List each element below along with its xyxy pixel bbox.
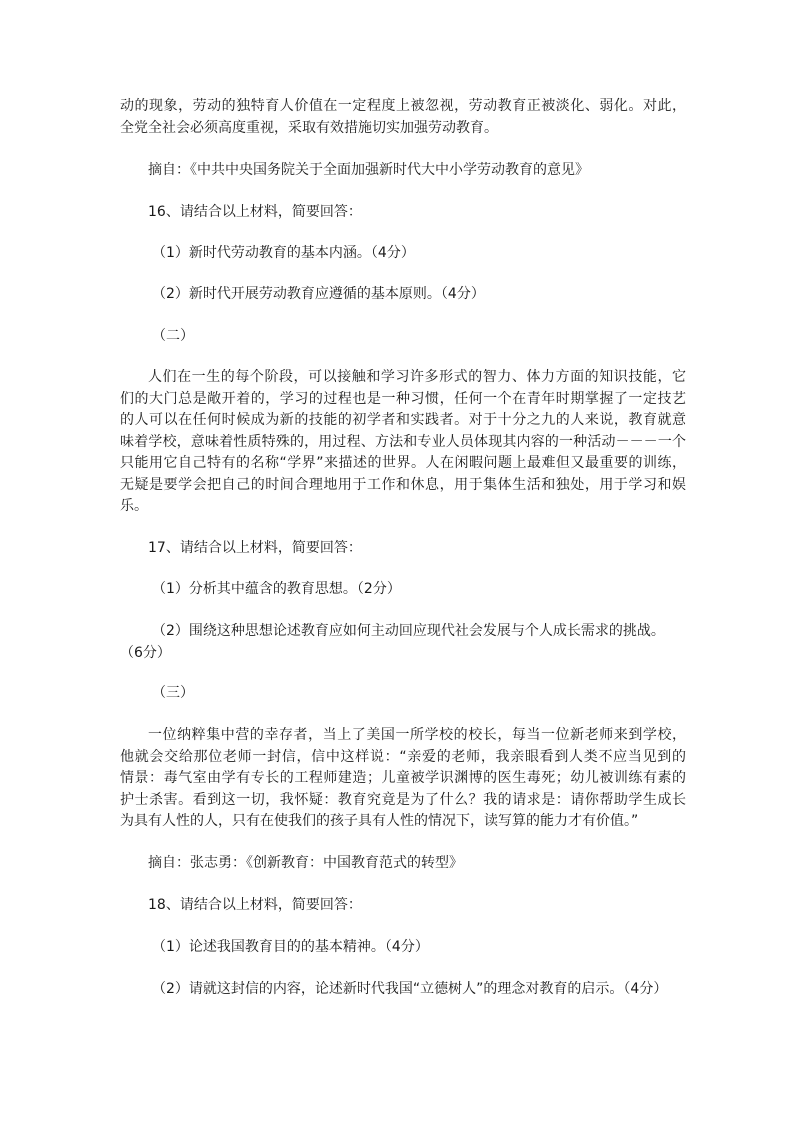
text-line: 全党全社会必须高度重视，采取有效措施切实加强劳动教育。: [120, 119, 498, 136]
text-line: 为具有人性的人，只有在使我们的孩子具有人性的情况下，读写算的能力才有价值。”: [120, 813, 639, 829]
question-17-sub-2: [120, 621, 686, 664]
material-3: [120, 725, 686, 833]
text-line: 护士杀害。看到这一切，我怀疑：教育究竟是为了什么？我的请求是：请你帮助学生成长: [120, 791, 686, 808]
text-line: （6分）: [120, 644, 171, 661]
text-line: 人们在一生的每个阶段，可以接触和学习许多形式的智力、体力方面的知识技能，它: [148, 369, 686, 385]
material-2: [120, 367, 686, 518]
question-18-stem: 18、请结合以上材料，简要回答：: [148, 897, 362, 913]
section-3-heading: （三）: [152, 685, 194, 701]
question-16-sub-1: （1）新时代劳动教育的基本内涵。（4分）: [152, 245, 415, 261]
text-line: 们的大门总是敞开着的，学习的过程也是一种习惯，任何一个在青年时期掌握了一定技艺: [120, 390, 686, 407]
text-line: 无疑是要学会把自己的时间合理地用于工作和休息，用于集体生活和独处，用于学习和娱: [120, 476, 686, 493]
question-16-stem: 16、请结合以上材料，简要回答：: [148, 204, 362, 220]
material1-tail: [120, 96, 686, 139]
text-line: 一位纳粹集中营的幸存者，当上了美国一所学校的校长，每当一位新老师来到学校，: [148, 727, 686, 743]
text-line: 乐。: [120, 498, 148, 514]
question-16-sub-2: （2）新时代开展劳动教育应遵循的基本原则。（4分）: [152, 286, 485, 302]
source-citation-1: 摘自：《中共中央国务院关于全面加强新时代大中小学劳动教育的意见》: [148, 162, 589, 178]
text-line: （2）围绕这种思想论述教育应如何主动回应现代社会发展与个人成长需求的挑战。: [152, 623, 665, 639]
section-2-heading: （二）: [152, 328, 194, 344]
question-18-sub-2: （2）请就这封信的内容，论述新时代我国“立德树人”的理念对教育的启示。（4分）: [152, 981, 668, 997]
question-18-sub-1: （1）论述我国教育目的的基本精神。（4分）: [152, 939, 429, 955]
text-line: 只能用它自己特有的名称“学界”来描述的世界。人在闲暇问题上最难但又最重要的训练，: [120, 455, 686, 471]
question-17-stem: 17、请结合以上材料，简要回答：: [148, 540, 362, 556]
question-17-sub-1: （1）分析其中蕴含的教育思想。（2分）: [152, 581, 401, 597]
text-line: 他就会交给那位老师一封信，信中这样说：“亲爱的老师，我亲眼看到人类不应当见到的: [120, 748, 686, 765]
text-line: 动的现象，劳动的独特育人价值在一定程度上被忽视，劳动教育正被淡化、弱化。对此，: [120, 98, 686, 114]
source-citation-3: 摘自：张志勇：《创新教育：中国教育范式的转型》: [148, 855, 463, 871]
text-line: 的人可以在任何时候成为新的技能的初学者和实践者。对于十分之九的人来说，教育就意: [120, 412, 686, 428]
text-line: 味着学校，意味着性质特殊的，用过程、方法和专业人员体现其内容的一种活动－－－一个: [120, 433, 686, 450]
text-line: 情景：毒气室由学有专长的工程师建造；儿童被学识渊博的医生毒死；幼儿被训练有素的: [120, 770, 686, 786]
